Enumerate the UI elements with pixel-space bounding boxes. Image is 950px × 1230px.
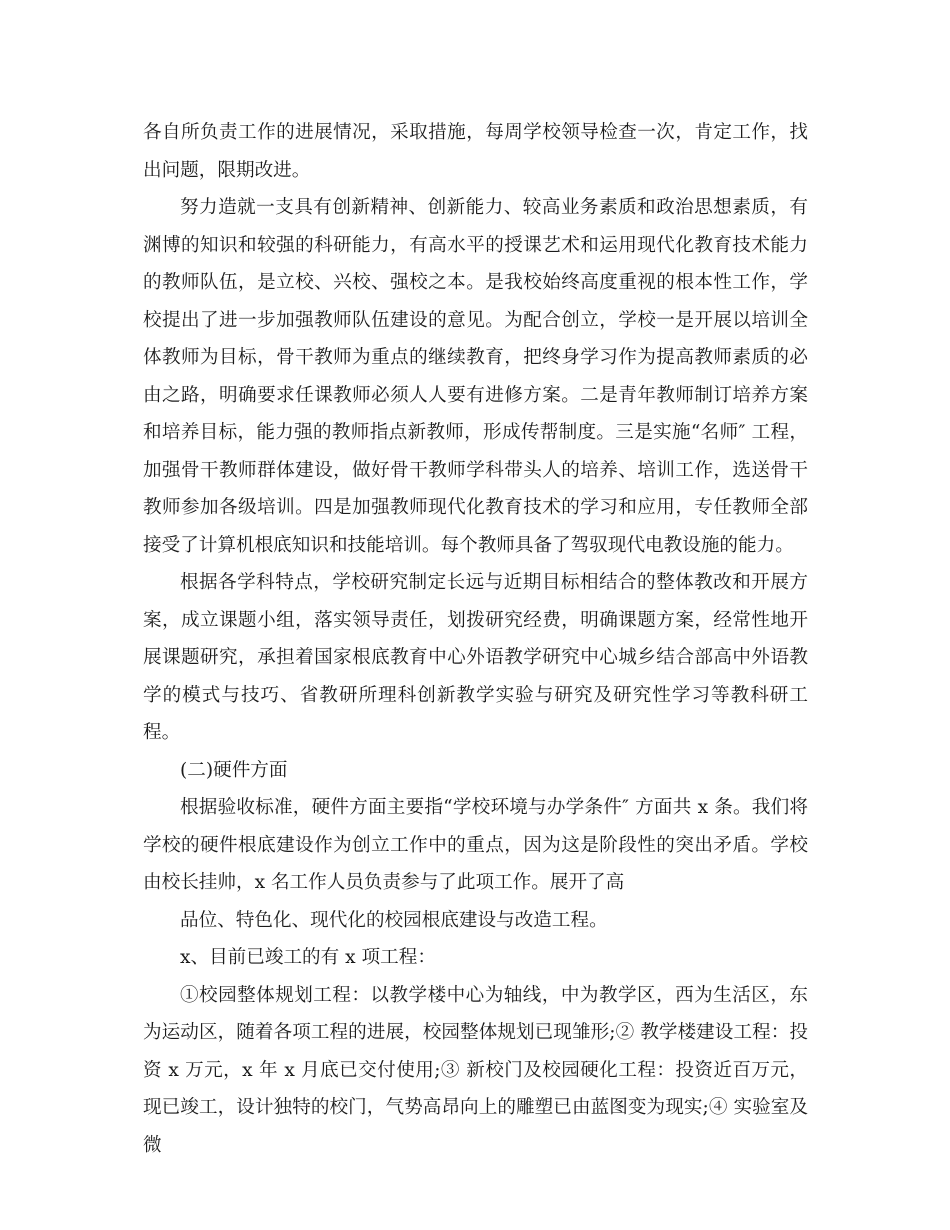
paragraph-6: 品位、特色化、现代化的校园根底建设与改造工程。 [180, 909, 608, 931]
document-body [143, 114, 808, 1164]
paragraph-5: 根据验收标准，硬件方面主要指“学校环境与办学条件″ 方面共 x 条。我们将学校的硬件根底建设作为创立工作中的重点，因为这是阶段性的突出矛盾。学校由校长挂帅，x 名工作人员负责参与了此项工作。展开了高 [143, 797, 808, 893]
paragraph-8: ①校园整体规划工程：以教学楼中心为轴线，中为教学区，西为生活区，东为运动区，随着各项工程的进展，校园整体规划已现雏形;② 教学楼建设工程：投资 x 万元，x 年 x 月底已交付使用;③ 新校门及校园硬化工程：投资近百万元，现已竣工，设计独特的校门，气势高昂向上的雕塑已由蓝图变为现实;④ 实验室及微 [143, 984, 808, 1156]
paragraph-7: x、目前已竣工的有 x 项工程： [180, 947, 436, 968]
paragraph-1: 各自所负责工作的进展情况，采取措施，每周学校领导检查一次，肯定工作，找出问题，限期改进。 [143, 122, 808, 181]
paragraph-2: 努力造就一支具有创新精神、创新能力、较高业务素质和政治思想素质，有渊博的知识和较强的科研能力，有高水平的授课艺术和运用现代化教育技术能力的教师队伍，是立校、兴校、强校之本。是我校始终高度重视的根本性工作，学校提出了进一步加强教师队伍建设的意见。为配合创立，学校一是开展以培训全体教师为目标，骨干教师为重点的继续教育，把终身学习作为提高教师素质的必由之路，明确要求任课教师必须人人要有进修方案。二是青年教师制订培养方案和培养目标，能力强的教师指点新教师，形成传帮制度。三是实施“名师″ 工程，加强骨干教师群体建设，做好骨干教师学科带头人的培养、培训工作，选送骨干教师参加各级培训。四是加强教师现代化教育技术的学习和应用，专任教师全部接受了计算机根底知识和技能培训。每个教师具备了驾驭现代电教设施的能力。 [143, 197, 808, 556]
paragraph-3: 根据各学科特点，学校研究制定长远与近期目标相结合的整体教改和开展方案，成立课题小组，落实领导责任，划拨研究经费，明确课题方案，经常性地开展课题研究，承担着国家根底教育中心外语教学研究中心城乡结合部高中外语教学的模式与技巧、省教研所理科创新教学实验与研究及研究性学习等教科研工程。 [143, 572, 808, 743]
section-heading-hardware: (二)硬件方面 [180, 759, 288, 781]
